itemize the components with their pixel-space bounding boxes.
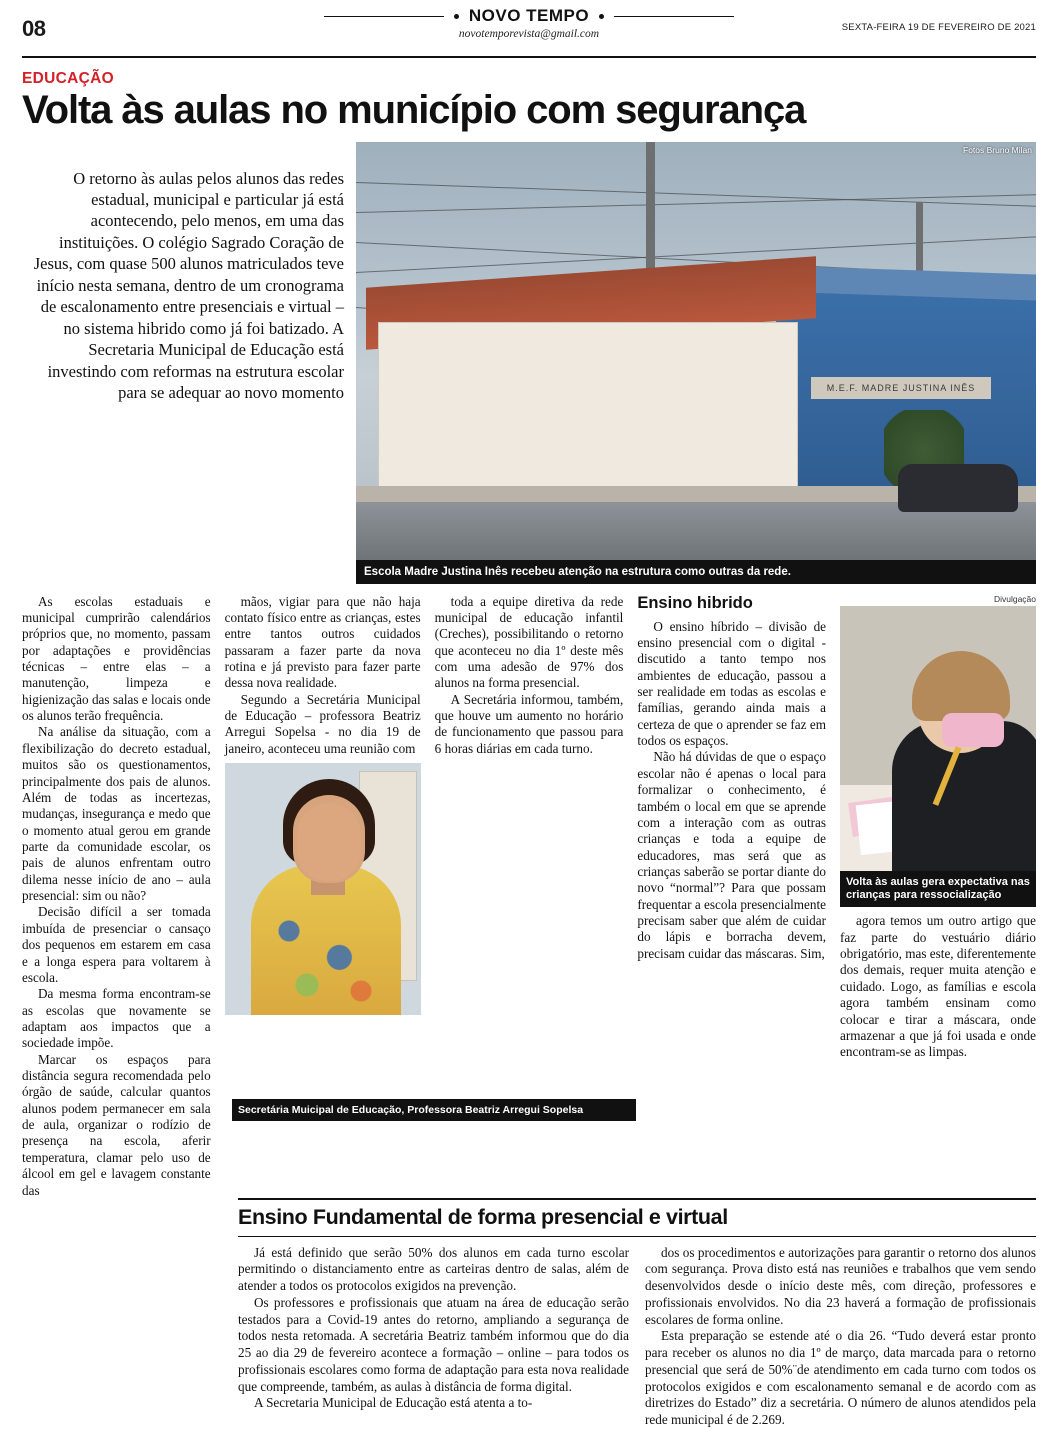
publication-title: NOVO TEMPO (468, 6, 590, 25)
bottom-column-left (238, 1245, 629, 1429)
paragraph: A Secretária informou, também, que houve um aumento no horário de funcionamento que passou para 6 horas diárias em cada turno. (434, 691, 624, 756)
main-photo (356, 142, 1036, 560)
article-lead-text: O retorno às aulas pelos alunos das redes estadual, municipal e particular já está acontecendo, pelo menos, em uma das instituições. O colégio Sagrado Coração de Jesus, com quase 500 alunos matriculados teve início nesta semana, dentro de um cronograma de escalonamento entre presenciais e virtual – no sistema hibrido como já foi batizado. A Secretaria Municipal de Educação está investindo com reformas na estrutura escolar para se adequar ao novo momento (33, 168, 344, 402)
dot-left-icon (454, 14, 459, 19)
dot-right-icon (599, 14, 604, 19)
school-sign: M.E.F. MADRE JUSTINA INÊS (811, 377, 991, 399)
paragraph: mãos, vigiar para que não haja contato físico entre as crianças, estes entre tantos outros cuidados passaram a fazer parte da nova rotina e já previsto para fazer parte dessa nova realidade. (224, 593, 421, 691)
paragraph: Os professores e profissionais que atuam na área de educação serão testados para a Covid-19 antes do retorno, ampliando a segurança de todos nesta retomada. A secretária Beatriz também informou que do dia 25 ao dia 29 de fevereiro acontece a formação – online – para todos os profissionais escolares como forma de adaptação para esta nova realidade que compreende, também, as aulas à distância de forma digital. (238, 1294, 629, 1394)
bottom-section (238, 1198, 1036, 1429)
rule-right (614, 16, 734, 17)
page-folio: 08 (22, 16, 46, 41)
paragraph: Decisão difícil a ser tomada imbuída de presenciar o cansaço dos pequenos em estarem em casa e a longa espera para voltarem à escola. (22, 904, 211, 985)
publication-date: SEXTA-FEIRA 19 DE FEVEREIRO DE 2021 (841, 22, 1036, 33)
paragraph: Na análise da situação, com a flexibilização do decreto estadual, muitos são os questionamentos, principalmente dos pais de alunos. Além de todas as incertezas, mudanças, insegurança e medo que o momento atual gerou em grande parte da comunidade escolar, os pais de alunos enfrentam outro dilema nesse início de ano – aula presencial: sim ou não? (22, 724, 211, 904)
column-2 (225, 594, 421, 1016)
article-lead (22, 142, 344, 404)
paragraph: As escolas estaduais e municipal cumprirão calendários próprios que, no momento, passam por adaptações e providências técnicas – entre elas – a manutenção, limpeza e higienização das salas e locais onde os alunos terão frequência. (22, 593, 211, 724)
kid-photo-credit: Divulgação (993, 593, 1037, 604)
kid-photo-caption: Volta às aulas gera expectativa nas crianças para ressocialização (840, 871, 1036, 908)
paragraph: toda a equipe diretiva da rede municipal de educação infantil (Creches), possibilitando o retorno que aconteceu no dia 1º deste mês com uma adesão de 97% dos alunos na forma presencial. (434, 593, 624, 691)
paragraph: dos os procedimentos e autorizações para garantir o retorno dos alunos com segurança. Prova disto está nas reuniões e trabalhos que vem sendo desenvolvidos desde o início deste mês, com direção, professores e profissionais envolvidos. No dia 23 haverá a formação de profissionais escolares de forma online. (645, 1244, 1036, 1327)
column-5 (840, 594, 1036, 1061)
paragraph: Segundo a Secretária Municipal de Educação – professora Beatriz Arregui Sopelsa - no dia 19 de janeiro, aconteceu uma reunião com (224, 691, 421, 756)
kid-photo (840, 606, 1036, 871)
paragraph: A Secretaria Municipal de Educação está atenta a to- (254, 1395, 533, 1411)
bottom-headline: Ensino Fundamental de forma presencial e virtual (238, 1198, 1036, 1237)
main-photo-block (356, 142, 1036, 584)
bottom-columns (238, 1245, 1036, 1429)
paragraph: Esta preparação se estende até o dia 26. “Tudo deverá estar pronto para receber os alunos no dia 1º de março, data marcada para o retorno presencial que será de 50%¨de atendimento em cada turno com todos os protocolos exigidos e com escalonamento semanal e de acordo com as diretrizes do Estado” diz a secretária. O número de alunos atendidos pela rede municipal é de 2.269. (645, 1328, 1036, 1428)
person-face (297, 803, 361, 881)
paragraph: Da mesma forma encontram-se as escolas que novamente se adaptam aos impactos que a sociedade impõe. (22, 986, 211, 1051)
paragraph: Marcar os espaços para distância segura recomendada pelo órgão de saúde, calcular quantos alunos podem permanecer em sala de aula, organizar o rodízio de presença na escola, aferir temperatura, clamar pelo uso de álcool em gel e lavagem constante das (22, 1051, 211, 1198)
column-1 (22, 594, 211, 1199)
article-top-block (22, 142, 1036, 584)
paragraph: Não há dúvidas de que o espaço escolar não é apenas o local para formalizar o conhecimento, é também o local em que se aprende com a interação com as outras crianças e toda a equipe de educadores, mas será que as crianças saberão se portar diante do novo “normal”? Para que possam frequentar a escola presencialmente precisam saber que além de cuidar do lápis e borracha devem, precisam cuidar das máscaras. Sim, (637, 749, 827, 961)
column-3 (435, 594, 624, 758)
bottom-column-right (645, 1245, 1036, 1429)
main-photo-caption: Escola Madre Justina Inês recebeu atenção na estrutura como outras da rede. (356, 560, 1036, 584)
publication-email: novotemporevista@gmail.com (458, 28, 600, 40)
secretaria-photo (225, 763, 421, 1015)
paragraph: O ensino híbrido – divisão de ensino presencial com o digital - discutido a tanto tempo nos ambientes de educação, passou a ser realidade em todas as escolas e famílias, gerando ainda mais a certeza de que o aprender se faz em todos os espaços. (637, 618, 827, 749)
main-photo-credit: Fotos Bruno Milan (963, 144, 1032, 155)
masthead-divider (22, 56, 1036, 58)
face-mask-icon (942, 713, 1004, 747)
secretaria-photo-caption: Secretária Muicipal de Educação, Professora Beatriz Arregui Sopelsa (232, 1099, 636, 1121)
article-headline: Volta às aulas no município com segurança (22, 88, 806, 132)
paragraph: agora temos um outro artigo que faz parte do vestuário diário obrigatório, mas este, diferentemente dos demais, requer muita atenção e cuidado. Logo, as famílias e escola agora também ensinam como colocar e tirar a máscara, onde armazenar a que já foi usada e onde encontram-se as limpas. (840, 913, 1037, 1060)
rule-left (324, 16, 444, 17)
paragraph: Já está definido que serão 50% dos alunos em cada turno escolar permitindo o distanciamento entre as carteiras dentro de salas, além de atender a todos os protocolos exigidos na prevenção. (238, 1244, 629, 1294)
masthead (22, 0, 1036, 50)
column-4 (637, 594, 826, 963)
car-icon (898, 464, 1018, 512)
shirt-pattern (265, 895, 385, 1015)
subhead-ensino-hibrido: Ensino hibrido (637, 593, 753, 612)
section-kicker: EDUCAÇÃO (22, 70, 114, 87)
